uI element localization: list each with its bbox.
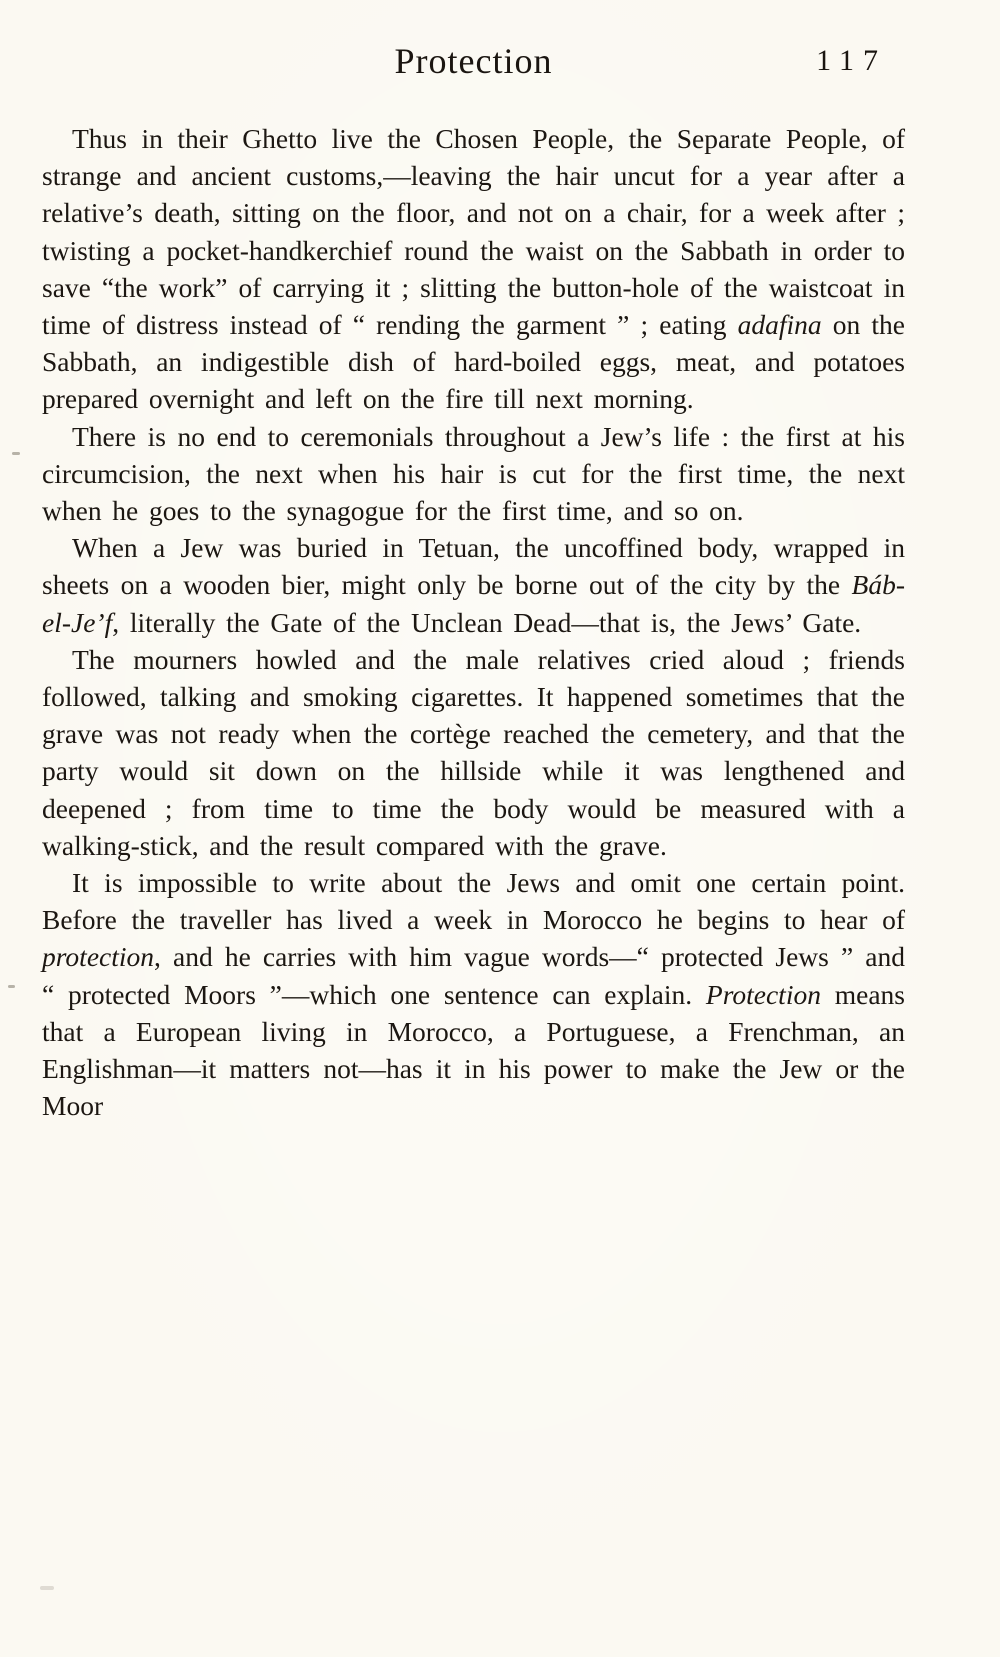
text-run: on the Sabbath, an indigestible dish of hard-boiled eggs, meat, and potatoes prepared overnight and left on the fire till next morning. [42, 309, 905, 415]
paragraph [42, 529, 905, 641]
paragraph [42, 641, 905, 864]
page-title: Protection [394, 41, 553, 81]
text-run: Thus in their Ghetto live the Chosen People, the Separate People, of strange and ancient customs,—leaving the hair uncut for a year after a relative’s death, sitting on the floor, and not on a chair, for a week after ; twisting a pocket-handkerchief round the waist on the Sabbath in order to save “the work” of carrying it ; slitting the button-hole of the waistcoat in time of distress instead of “ rending the garment ” ; eating [42, 123, 905, 341]
text-run: It is impossible to write about the Jews and omit one certain point. Before the traveller has lived a week in Morocco he begins to hear of [42, 867, 905, 936]
paragraph [42, 120, 905, 418]
page-number: 117 [816, 44, 887, 77]
scan-speck [40, 1586, 54, 1590]
text-run: The mourners howled and the male relatives cried aloud ; friends followed, talking and smoking cigarettes. It happened sometimes that the grave was not ready when the cortège reached the cemetery, and that the party would sit down on the hillside while it was lengthened and deepened ; from time to time the body would be measured with a walking-stick, and the result compared with the grave. [42, 643, 905, 861]
running-header [42, 40, 905, 96]
italic-text: protection [42, 941, 155, 973]
page-text [42, 120, 905, 1124]
paragraph [42, 864, 905, 1124]
scan-speck [12, 452, 20, 455]
italic-text: Protection [705, 978, 821, 1010]
paragraph [42, 418, 905, 530]
text-run: There is no end to ceremonials throughout a Jew’s life : the first at his circumcision, the next when his hair is cut for the first time, the next when he goes to the synagogue for the first time, and so on. [42, 420, 905, 527]
italic-text: adafina [737, 309, 822, 341]
text-run: , and he carries with him vague words—“ protected Jews ” and “ protected Moors ”—which one sentence can explain. [42, 941, 905, 1010]
text-run: , literally the Gate of the Unclean Dead—that is, the Jews’ Gate. [112, 606, 862, 638]
text-run: When a Jew was buried in Tetuan, the uncoffined body, wrapped in sheets on a wooden bier, might only be borne out of the city by the [42, 532, 905, 601]
scan-speck [8, 985, 15, 988]
italic-text: Báb-el-Je’f [42, 569, 905, 638]
text-run: means that a European living in Morocco, a Portuguese, a Frenchman, an Englishman—it matters not—has it in his power to make the Jew or the Moor [42, 978, 905, 1122]
